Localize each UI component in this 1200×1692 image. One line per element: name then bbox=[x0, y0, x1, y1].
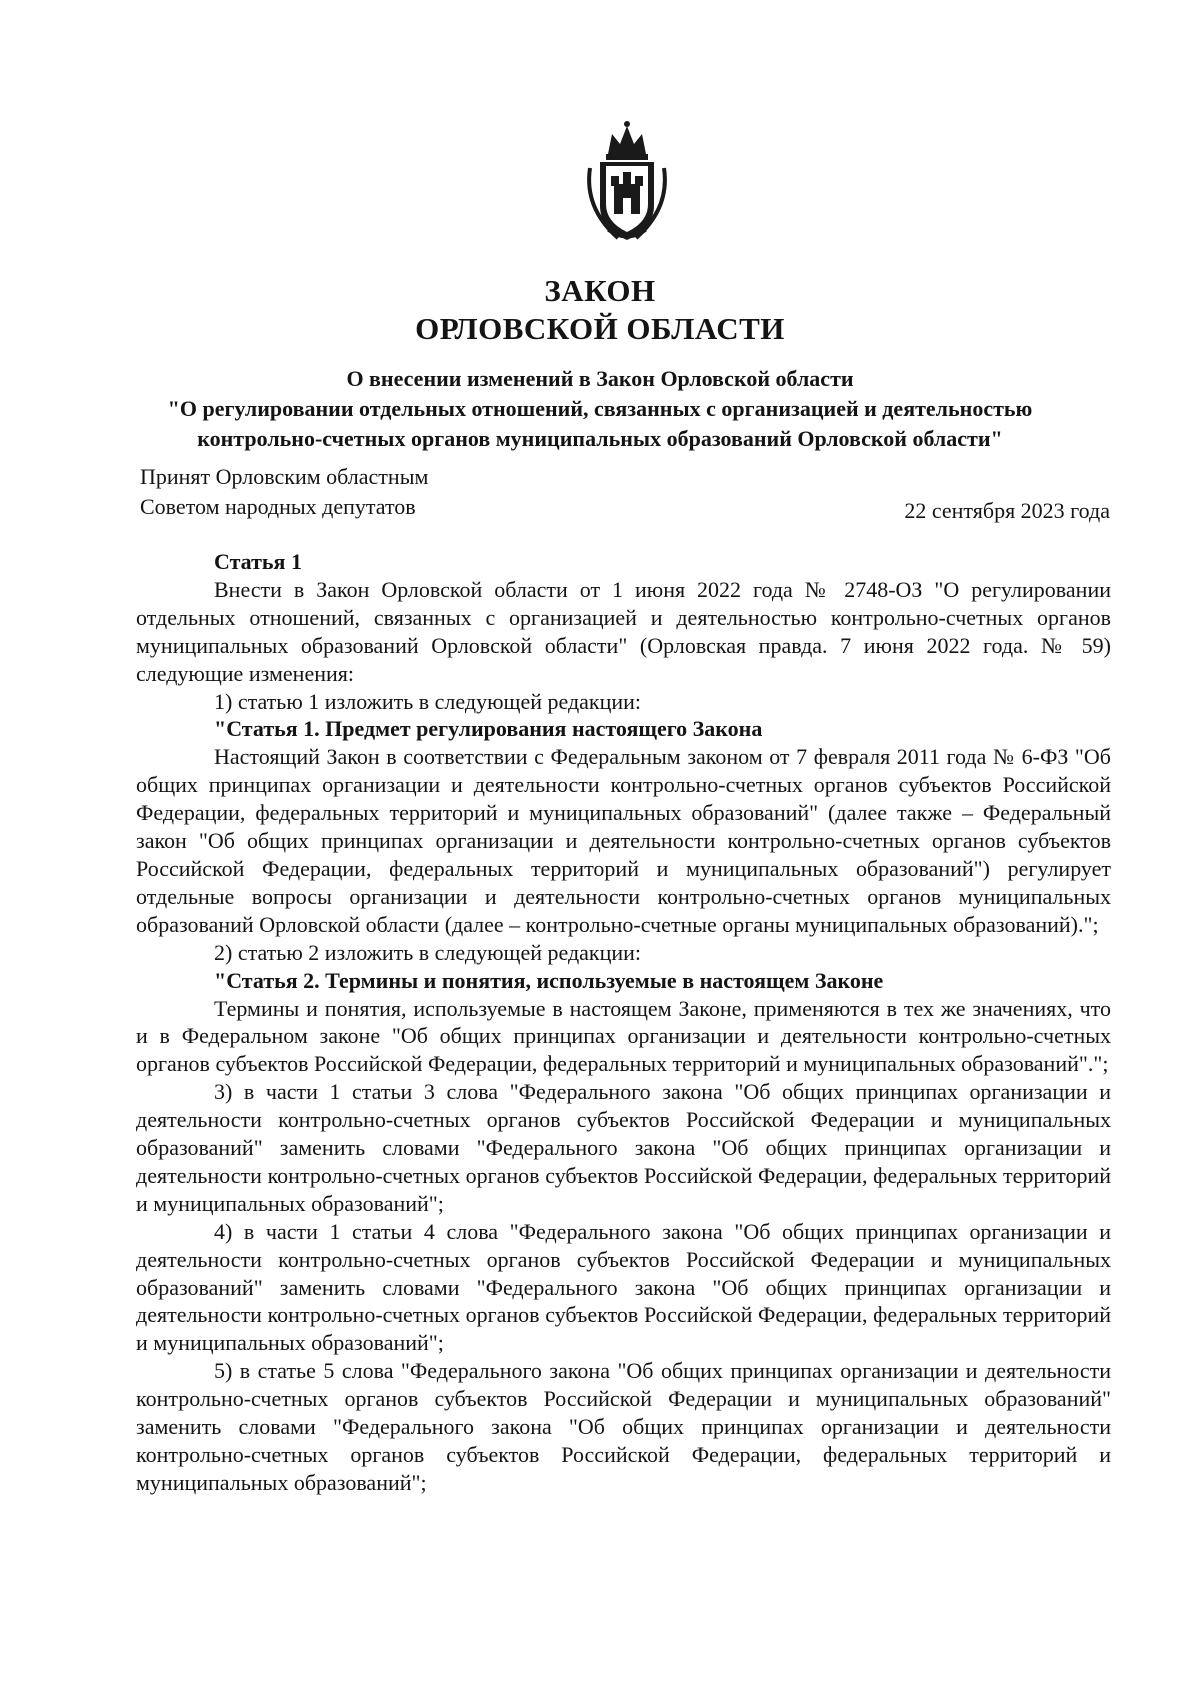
law-title-line2: ОРЛОВСКОЙ ОБЛАСТИ bbox=[415, 311, 785, 346]
adopted-line1: Принят Орловским областным bbox=[140, 464, 429, 489]
law-subtitle-line1: О внесении изменений в Закон Орловской области bbox=[346, 366, 854, 391]
document-body bbox=[136, 548, 1111, 1497]
paragraph: 5) в статье 5 слова "Федерального закона "Об общих принципах организации и деятельности контрольно-счетных органов субъектов Российской Федерации и муниципальных образований" заменить словами "Федерального закона "Об общих принципах организации и деятельности контрольно-счетных органов субъектов Российской Федерации, федеральных территорий и муниципальных образований"; bbox=[136, 1358, 1111, 1495]
law-subtitle-line2: "О регулировании отдельных отношений, связанных с организацией и деятельностью bbox=[167, 396, 1033, 421]
paragraph: Настоящий Закон в соответствии с Федеральным законом от 7 февраля 2011 года № 6-ФЗ "Об общих принципах организации и деятельности контрольно-счетных органов субъектов Российской Федерации, федеральных территорий и муниципальных образований" (далее также – Федеральный закон "Об общих принципах организации и деятельности контрольно-счетных органов субъектов Российской Федерации, федеральных территорий и муниципальных образований") регулирует отдельные вопросы организации и деятельности контрольно-счетных органов муниципальных образований Орловской области (далее – контрольно-счетные органы муниципальных образований)."; bbox=[136, 744, 1111, 937]
article-heading: Статья 1 bbox=[214, 549, 302, 574]
law-title-line1: ЗАКОН bbox=[544, 273, 656, 308]
coat-of-arms-icon bbox=[578, 118, 676, 246]
paragraph: Внести в Закон Орловской области от 1 июня 2022 года № 2748-ОЗ "О регулировании отдельных отношений, связанных с организацией и деятельностью контрольно-счетных органов муниципальных образований Орловской области" (Орловская правда. 7 июня 2022 года. № 59) следующие изменения: bbox=[136, 576, 1111, 686]
paragraph: 1) статью 1 изложить в следующей редакции: bbox=[214, 688, 642, 714]
law-subtitle bbox=[0, 364, 1200, 454]
paragraph: 3) в части 1 статьи 3 слова "Федерального закона "Об общих принципах организации и деятельности контрольно-счетных органов субъектов Российской Федерации и муниципальных образований" заменить словами "Федерального закона "Об общих принципах организации и деятельности контрольно-счетных органов субъектов Российской Федерации, федеральных территорий и муниципальных образований"; bbox=[136, 1079, 1111, 1216]
adopted-by bbox=[140, 462, 428, 522]
adopted-line2: Советом народных депутатов bbox=[140, 494, 416, 519]
adoption-date: 22 сентября 2023 года bbox=[904, 498, 1110, 523]
article-heading: "Статья 2. Термины и понятия, используемые в настоящем Законе bbox=[214, 967, 884, 993]
paragraph: 2) статью 2 изложить в следующей редакции: bbox=[214, 939, 642, 965]
paragraph: 4) в части 1 статьи 4 слова "Федерального закона "Об общих принципах организации и деятельности контрольно-счетных органов субъектов Российской Федерации и муниципальных образований" заменить словами "Федерального закона "Об общих принципах организации и деятельности контрольно-счетных органов субъектов Российской Федерации, федеральных территорий и муниципальных образований"; bbox=[136, 1218, 1111, 1356]
article-heading: "Статья 1. Предмет регулирования настоящего Закона bbox=[214, 716, 763, 742]
law-title bbox=[0, 272, 1200, 348]
paragraph: Термины и понятия, используемые в настоящем Законе, применяются в тех же значениях, что и в Федеральном законе "Об общих принципах организации и деятельности контрольно-счетных органов субъектов Российской Федерации, федеральных территорий и муниципальных образований"."; bbox=[136, 995, 1111, 1077]
law-subtitle-line3: контрольно-счетных органов муниципальных образований Орловской области" bbox=[197, 426, 1003, 451]
